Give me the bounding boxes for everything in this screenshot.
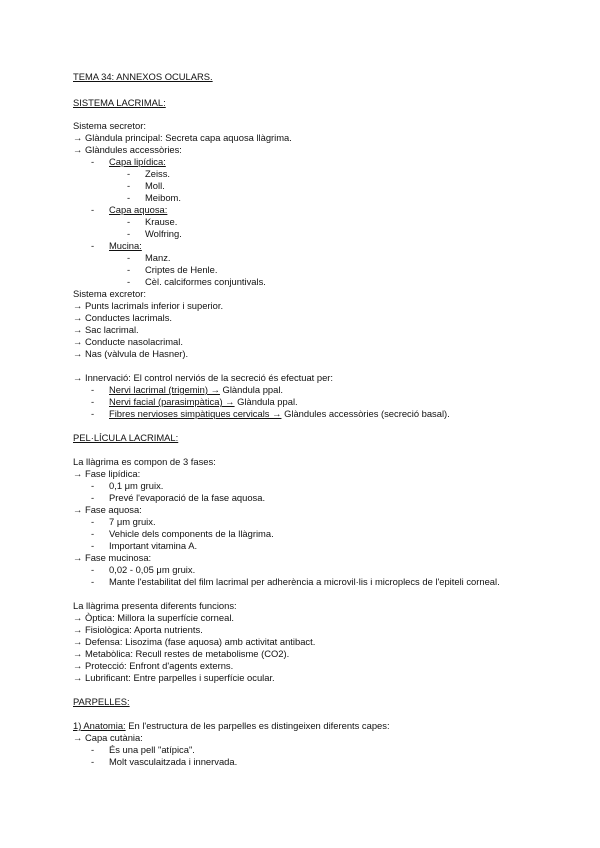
- section-heading-parpelles: PARPELLES:: [73, 696, 130, 707]
- list-item: → Metabòlica: Recull restes de metabolisme (CO2).: [73, 648, 290, 659]
- list-dash: -: [127, 216, 131, 227]
- list-dash: -: [91, 576, 95, 587]
- fase-lipidica: → Fase lipídica:: [73, 468, 141, 479]
- list-dash: -: [91, 384, 95, 395]
- nerve-name: Nervi lacrimal (trigemin) →: [109, 384, 220, 395]
- list-dash: -: [91, 204, 95, 215]
- list-dash: -: [91, 528, 95, 539]
- list-dash: -: [91, 756, 95, 767]
- section-heading-pelicula: PEL·LÍCULA LACRIMAL:: [73, 432, 179, 443]
- list-dash: -: [91, 564, 95, 575]
- section-heading-lacrimal: SISTEMA LACRIMAL:: [73, 97, 166, 108]
- nerve-target: Glàndula ppal.: [219, 384, 284, 395]
- list-item: [109, 384, 283, 396]
- mucina-label: Mucina:: [109, 240, 142, 251]
- list-dash: -: [127, 252, 131, 263]
- list-dash: -: [91, 156, 95, 167]
- list-item: Moll.: [145, 180, 165, 191]
- pelicula-intro: La llàgrima es compon de 3 fases:: [73, 456, 216, 467]
- nerve-target: Glàndules accessòries (secreció basal).: [281, 408, 450, 419]
- list-item: → Protecció: Enfront d'agents externs.: [73, 660, 234, 671]
- list-item: Prevé l'evaporació de la fase aquosa.: [109, 492, 266, 503]
- list-item: → Punts lacrimals inferior i superior.: [73, 300, 224, 311]
- list-dash: -: [91, 480, 95, 491]
- list-item: 7 μm gruix.: [109, 516, 156, 527]
- list-item: Criptes de Henle.: [145, 264, 218, 275]
- list-dash: -: [127, 276, 131, 287]
- capa-aquosa-label: Capa aquosa:: [109, 204, 168, 215]
- list-dash: -: [91, 492, 95, 503]
- innervacio-line: → Innervació: El control nerviós de la secreció és efectuat per:: [73, 372, 334, 383]
- list-item: Zeiss.: [145, 168, 171, 179]
- list-item: Mante l'estabilitat del film lacrimal per adherència a microvil·lis i microplecs de l'epiteli corneal.: [109, 576, 500, 587]
- list-dash: -: [91, 240, 95, 251]
- list-dash: -: [91, 396, 95, 407]
- list-item: Cèl. calciformes conjuntivals.: [145, 276, 266, 287]
- list-dash: -: [127, 168, 131, 179]
- list-dash: -: [127, 264, 131, 275]
- list-item: Meibom.: [145, 192, 181, 203]
- capa-lipidica-label: Capa lipídica:: [109, 156, 166, 167]
- sistema-excretor-label: Sistema excretor:: [73, 288, 146, 299]
- list-item: → Sac lacrimal.: [73, 324, 139, 335]
- list-dash: -: [127, 192, 131, 203]
- glandula-principal: → Glàndula principal: Secreta capa aquosa llàgrima.: [73, 132, 292, 143]
- list-item: [109, 408, 450, 420]
- list-item: → Fisiològica: Aporta nutrients.: [73, 624, 203, 635]
- list-item: Wolfring.: [145, 228, 182, 239]
- list-item: → Conducte nasolacrimal.: [73, 336, 183, 347]
- nerve-target: Glàndula ppal.: [234, 396, 298, 407]
- list-item: [109, 396, 298, 408]
- sistema-secretor-label: Sistema secretor:: [73, 120, 146, 131]
- list-item: Important vitamina A.: [109, 540, 198, 551]
- capa-cutania: → Capa cutània:: [73, 732, 143, 743]
- nerve-name: Fibres nervioses simpàtiques cervicals →: [109, 408, 282, 419]
- list-item: Krause.: [145, 216, 178, 227]
- list-item: → Conductes lacrimals.: [73, 312, 172, 323]
- fase-aquosa: → Fase aquosa:: [73, 504, 142, 515]
- list-item: → Nas (vàlvula de Hasner).: [73, 348, 189, 359]
- list-dash: -: [91, 744, 95, 755]
- list-item: → Lubrificant: Entre parpelles i superfície ocular.: [73, 672, 275, 683]
- fase-mucinosa: → Fase mucinosa:: [73, 552, 152, 563]
- anatomia-label: 1) Anatomia:: [73, 720, 126, 731]
- anatomia-line: [73, 720, 390, 732]
- list-item: Manz.: [145, 252, 171, 263]
- list-dash: -: [127, 228, 131, 239]
- list-item: → Defensa: Lisozima (fase aquosa) amb activitat antibact.: [73, 636, 316, 647]
- document-title: TEMA 34: ANNEXOS OCULARS.: [73, 71, 213, 82]
- funcions-intro: La llàgrima presenta diferents funcions:: [73, 600, 237, 611]
- list-item: → Òptica: Millora la superfície corneal.: [73, 612, 235, 623]
- list-dash: -: [91, 408, 95, 419]
- list-item: 0,02 - 0,05 μm gruix.: [109, 564, 196, 575]
- list-dash: -: [91, 540, 95, 551]
- list-item: 0,1 μm gruix.: [109, 480, 164, 491]
- list-dash: -: [91, 516, 95, 527]
- list-item: Molt vasculaitzada i innervada.: [109, 756, 238, 767]
- list-item: Vehicle dels components de la llàgrima.: [109, 528, 274, 539]
- list-item: És una pell "atípica".: [109, 744, 195, 755]
- glandules-accessories: → Glàndules accessòries:: [73, 144, 182, 155]
- anatomia-text: En l'estructura de les parpelles es distingeixen diferents capes:: [125, 720, 390, 731]
- list-dash: -: [127, 180, 131, 191]
- nerve-name: Nervi facial (parasimpàtica) →: [109, 396, 235, 407]
